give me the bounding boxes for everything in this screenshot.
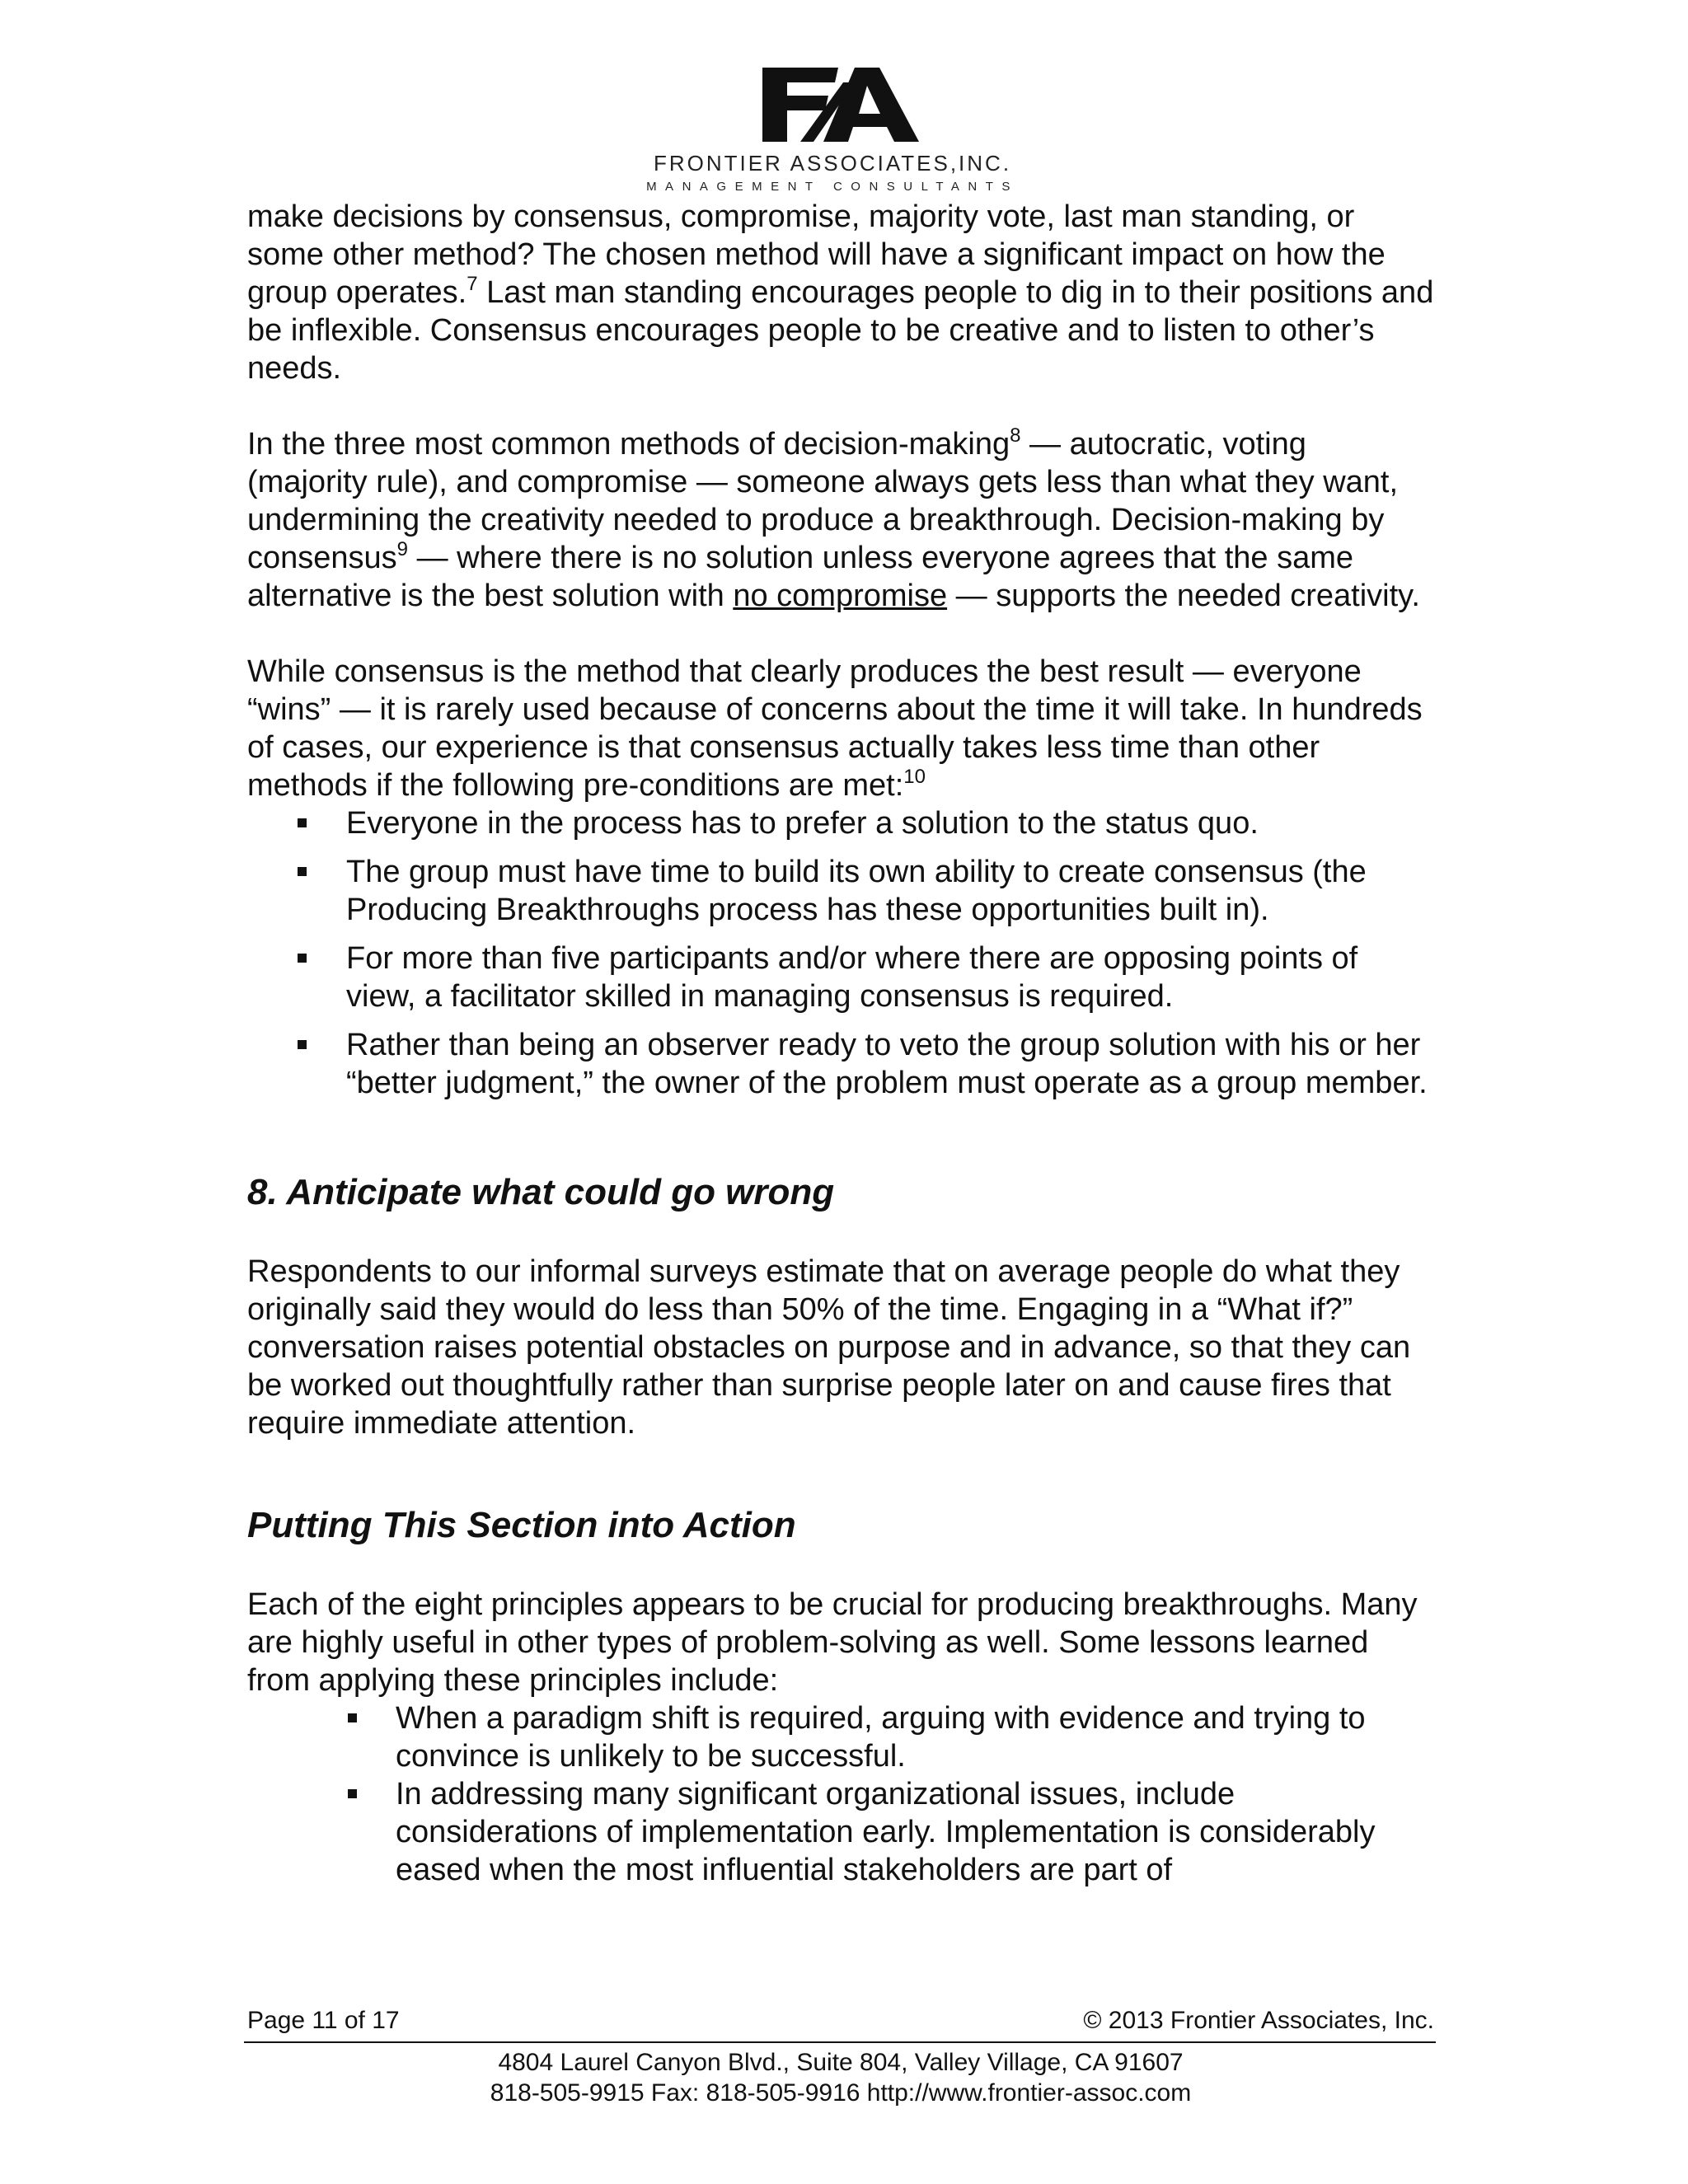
list-item	[247, 1699, 1434, 1775]
paragraph-text: — where there is no solution unless everyone agrees that the same alternative is the best solution with	[247, 541, 1354, 613]
paragraph-text: — supports the needed creativity.	[947, 579, 1420, 613]
list-item	[247, 853, 1434, 929]
list-item-text: The group must have time to build its own ability to create consensus (the Producing Breakthroughs process has these opportunities built in).	[346, 855, 1367, 927]
list-item-text: Everyone in the process has to prefer a solution to the status quo.	[346, 806, 1259, 841]
footer-divider	[244, 2041, 1436, 2043]
paragraph-eight-principles: Each of the eight principles appears to be crucial for producing breakthroughs. Many are highly useful in other types of problem-solving as well. Some lessons learned from applying these principles include:	[247, 1587, 1418, 1698]
paragraph-decision-methods	[247, 198, 1434, 387]
paragraph-text: In the three most common methods of decision-making	[247, 427, 1010, 462]
paragraph-common-methods	[247, 425, 1434, 615]
footnote-ref: 7	[467, 273, 478, 295]
list-item	[247, 1775, 1434, 1889]
footer-address: 4804 Laurel Canyon Blvd., Suite 804, Valley Village, CA 91607	[498, 2049, 1184, 2076]
paragraph-text: make decisions by consensus, compromise, majority vote, last man standing, or some other method? The chosen method will have a significant impact on how the group operates.	[247, 199, 1386, 310]
paragraph-text: Last man standing encourages people to dig in to their positions and be inflexible. Consensus encourages people to be creative and to listen to other’s needs.	[247, 275, 1434, 386]
company-name: FRONTIER ASSOCIATES,INC.	[653, 151, 1012, 176]
company-tagline: MANAGEMENT CONSULTANTS	[646, 180, 1019, 194]
footer-contact: 818-505-9915 Fax: 818-505-9916 http://www.frontier-assoc.com	[490, 2079, 1192, 2107]
section-heading-action: Putting This Section into Action	[247, 1505, 796, 1545]
paragraph-respondents: Respondents to our informal surveys estimate that on average people do what they originally said they would do less than 50% of the time. Engaging in a “What if?” conversation raises potential obstacles on purpose and in advance, so that they can be worked out thoughtfully rather than surprise people later on and cause fires that require immediate attention.	[247, 1254, 1411, 1441]
footnote-ref: 9	[396, 538, 409, 560]
paragraph-text: — autocratic, voting (majority rule), and compromise — someone always gets less than what they want, undermining the creativity needed to produce a breakthrough. Decision-making by consensus	[247, 427, 1399, 575]
list-item-text: In addressing many significant organizational issues, include considerations of implementation early. Implementation is considerably eased when the most influential stakeholders are part of	[396, 1777, 1376, 1887]
list-item	[247, 1026, 1434, 1102]
list-item-text: When a paradigm shift is required, arguing with evidence and trying to convince is unlikely to be successful.	[396, 1701, 1366, 1774]
document-body	[247, 198, 1434, 1889]
page-number: Page 11 of 17	[247, 2007, 400, 2034]
underlined-emphasis: no compromise	[733, 579, 948, 613]
list-item-text: For more than five participants and/or where there are opposing points of view, a facilitator skilled in managing consensus is required.	[346, 941, 1358, 1014]
list-item	[247, 940, 1434, 1015]
footnote-ref: 10	[903, 766, 926, 788]
list-item	[247, 804, 1434, 842]
frontier-associates-logo	[762, 68, 919, 142]
square-bullet-icon	[298, 867, 307, 876]
square-bullet-icon	[348, 1789, 357, 1798]
list-item-text: Rather than being an observer ready to veto the group solution with his or her “better judgment,” the owner of the problem must operate as a group member.	[346, 1028, 1428, 1100]
paragraph-consensus	[247, 653, 1434, 804]
lessons-list	[247, 1699, 1434, 1889]
preconditions-list	[247, 804, 1434, 1102]
square-bullet-icon	[348, 1713, 357, 1722]
paragraph-text: While consensus is the method that clearly produces the best result — everyone “wins” — it is rarely used because of concerns about the time it will take. In hundreds of cases, our experience is that consensus actually takes less time than other methods if the following pre-conditions are met:	[247, 654, 1423, 803]
square-bullet-icon	[298, 954, 307, 963]
square-bullet-icon	[298, 1040, 307, 1049]
copyright: © 2013 Frontier Associates, Inc.	[1083, 2007, 1434, 2034]
square-bullet-icon	[298, 818, 307, 827]
footnote-ref: 8	[1010, 424, 1021, 447]
section-heading-anticipate: 8. Anticipate what could go wrong	[247, 1172, 835, 1212]
